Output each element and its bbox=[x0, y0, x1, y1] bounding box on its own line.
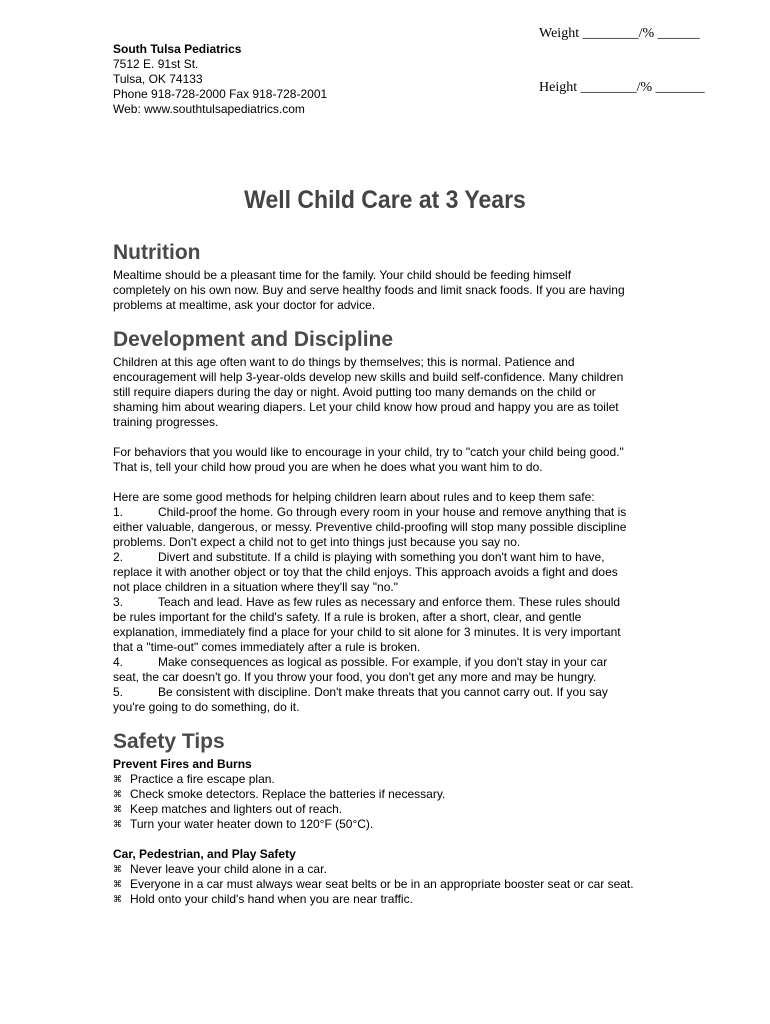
clinic-name: South Tulsa Pediatrics bbox=[113, 42, 242, 56]
section-spacer bbox=[113, 715, 658, 727]
text-line: encouragement will help 3-year-olds develop new skills and build self-confidence. Many children bbox=[113, 370, 624, 384]
clinic-web: Web: www.southtulsapediatrics.com bbox=[113, 102, 305, 116]
list-text: seat, the car doesn't go. If you throw your food, you don't get any more and may be hungry. bbox=[113, 670, 597, 684]
text-line: completely on his own now. Buy and serve healthy foods and limit snack foods. If you are having bbox=[113, 283, 625, 297]
clinic-city: Tulsa, OK 74133 bbox=[113, 72, 203, 86]
command-bullet-icon: ⌘ bbox=[113, 804, 122, 814]
command-bullet-icon: ⌘ bbox=[113, 864, 122, 874]
paragraph-spacer bbox=[113, 832, 658, 847]
text-line: training progresses. bbox=[113, 415, 219, 429]
text-line: shaming him about wearing diapers. Let your child know how proud and happy you are as toilet bbox=[113, 400, 619, 414]
list-item bbox=[113, 892, 658, 907]
list-text: not place children in a situation where they'll say "no." bbox=[113, 580, 398, 594]
list-item bbox=[113, 772, 658, 787]
text-line: For behaviors that you would like to encourage in your child, try to "catch your child being good." bbox=[113, 445, 624, 459]
nutrition-section bbox=[113, 238, 658, 313]
nutrition-heading: Nutrition bbox=[113, 241, 201, 264]
clinic-street: 7512 E. 91st St. bbox=[113, 57, 199, 71]
command-bullet-icon: ⌘ bbox=[113, 894, 122, 904]
list-item bbox=[113, 787, 658, 802]
list-number: 3. bbox=[113, 595, 124, 609]
clinic-phone: Phone 918-728-2000 Fax 918-728-2001 bbox=[113, 87, 328, 101]
list-item bbox=[113, 655, 658, 685]
text-line: Children at this age often want to do things by themselves; this is normal. Patience and bbox=[113, 355, 575, 369]
list-text: Make consequences as logical as possible. For example, if you don't stay in your car bbox=[158, 655, 608, 669]
list-text: Child-proof the home. Go through every room in your house and remove anything that is bbox=[158, 505, 627, 519]
fires-subheading: Prevent Fires and Burns bbox=[113, 757, 252, 771]
height-percentile-field: Height ________/% _______ bbox=[539, 80, 705, 95]
list-number: 1. bbox=[113, 505, 124, 519]
list-text: that a "time-out" comes immediately after a rule is broken. bbox=[113, 640, 421, 654]
command-bullet-icon: ⌘ bbox=[113, 774, 122, 784]
text-line: problems at mealtime, ask your doctor for advice. bbox=[113, 298, 376, 312]
section-spacer bbox=[113, 313, 658, 325]
command-bullet-icon: ⌘ bbox=[113, 789, 122, 799]
list-text: Turn your water heater down to 120°F (50°C). bbox=[130, 817, 374, 831]
list-item bbox=[113, 550, 658, 595]
list-text: be rules important for the child's safety. If a rule is broken, after a short, clear, and gentle bbox=[113, 610, 582, 624]
list-item bbox=[113, 685, 658, 715]
nutrition-paragraph bbox=[113, 268, 658, 313]
list-text: replace it with another object or toy that the child enjoys. This approach avoids a fight and does bbox=[113, 565, 618, 579]
development-section bbox=[113, 325, 658, 715]
list-text: Hold onto your child's hand when you are near traffic. bbox=[130, 892, 413, 906]
list-item bbox=[113, 505, 658, 550]
safety-section bbox=[113, 727, 658, 907]
list-text: you're going to do something, do it. bbox=[113, 700, 300, 714]
car-safety-list bbox=[113, 862, 658, 907]
list-text: Keep matches and lighters out of reach. bbox=[130, 802, 343, 816]
safety-heading: Safety Tips bbox=[113, 730, 225, 753]
list-item bbox=[113, 877, 658, 892]
list-text: Practice a fire escape plan. bbox=[130, 772, 275, 786]
list-number: 5. bbox=[113, 685, 124, 699]
development-paragraph-1 bbox=[113, 355, 658, 430]
list-number: 2. bbox=[113, 550, 124, 564]
methods-list bbox=[113, 505, 658, 715]
text-line: still require diapers during the day or night. Avoid putting too many demands on the child or bbox=[113, 385, 596, 399]
text-line: That is, tell your child how proud you are when he does what you want him to do. bbox=[113, 460, 543, 474]
list-text: Be consistent with discipline. Don't make threats that you cannot carry out. If you say bbox=[158, 685, 608, 699]
list-text: Check smoke detectors. Replace the batteries if necessary. bbox=[130, 787, 446, 801]
list-number: 4. bbox=[113, 655, 124, 669]
paragraph-spacer bbox=[113, 475, 658, 490]
development-paragraph-3: Here are some good methods for helping children learn about rules and to keep them safe: bbox=[113, 490, 595, 504]
list-item bbox=[113, 802, 658, 817]
list-text: Divert and substitute. If a child is playing with something you don't want him to have, bbox=[158, 550, 605, 564]
document-title: Well Child Care at 3 Years bbox=[244, 186, 526, 214]
list-text: Everyone in a car must always wear seat belts or be in an appropriate booster seat or car seat. bbox=[130, 877, 634, 891]
list-item bbox=[113, 862, 658, 877]
paragraph-spacer bbox=[113, 430, 658, 445]
text-line: Mealtime should be a pleasant time for the family. Your child should be feeding himself bbox=[113, 268, 572, 282]
command-bullet-icon: ⌘ bbox=[113, 879, 122, 889]
fires-list bbox=[113, 772, 658, 832]
clinic-address-block bbox=[113, 42, 327, 117]
development-paragraph-2 bbox=[113, 445, 658, 475]
weight-percentile-field: Weight ________/% ______ bbox=[539, 26, 700, 41]
list-text: Teach and lead. Have as few rules as necessary and enforce them. These rules should bbox=[158, 595, 621, 609]
list-item bbox=[113, 595, 658, 655]
document-body bbox=[113, 238, 658, 907]
list-item bbox=[113, 817, 658, 832]
development-heading: Development and Discipline bbox=[113, 328, 394, 351]
list-text: either valuable, dangerous, or messy. Preventive child-proofing will stop many possible discipline bbox=[113, 520, 627, 534]
command-bullet-icon: ⌘ bbox=[113, 819, 122, 829]
list-text: explanation, immediately find a place for your child to sit alone for 3 minutes. It is very important bbox=[113, 625, 621, 639]
list-text: Never leave your child alone in a car. bbox=[130, 862, 327, 876]
list-text: problems. Don't expect a child not to get into things just because you say no. bbox=[113, 535, 521, 549]
car-safety-subheading: Car, Pedestrian, and Play Safety bbox=[113, 847, 296, 861]
